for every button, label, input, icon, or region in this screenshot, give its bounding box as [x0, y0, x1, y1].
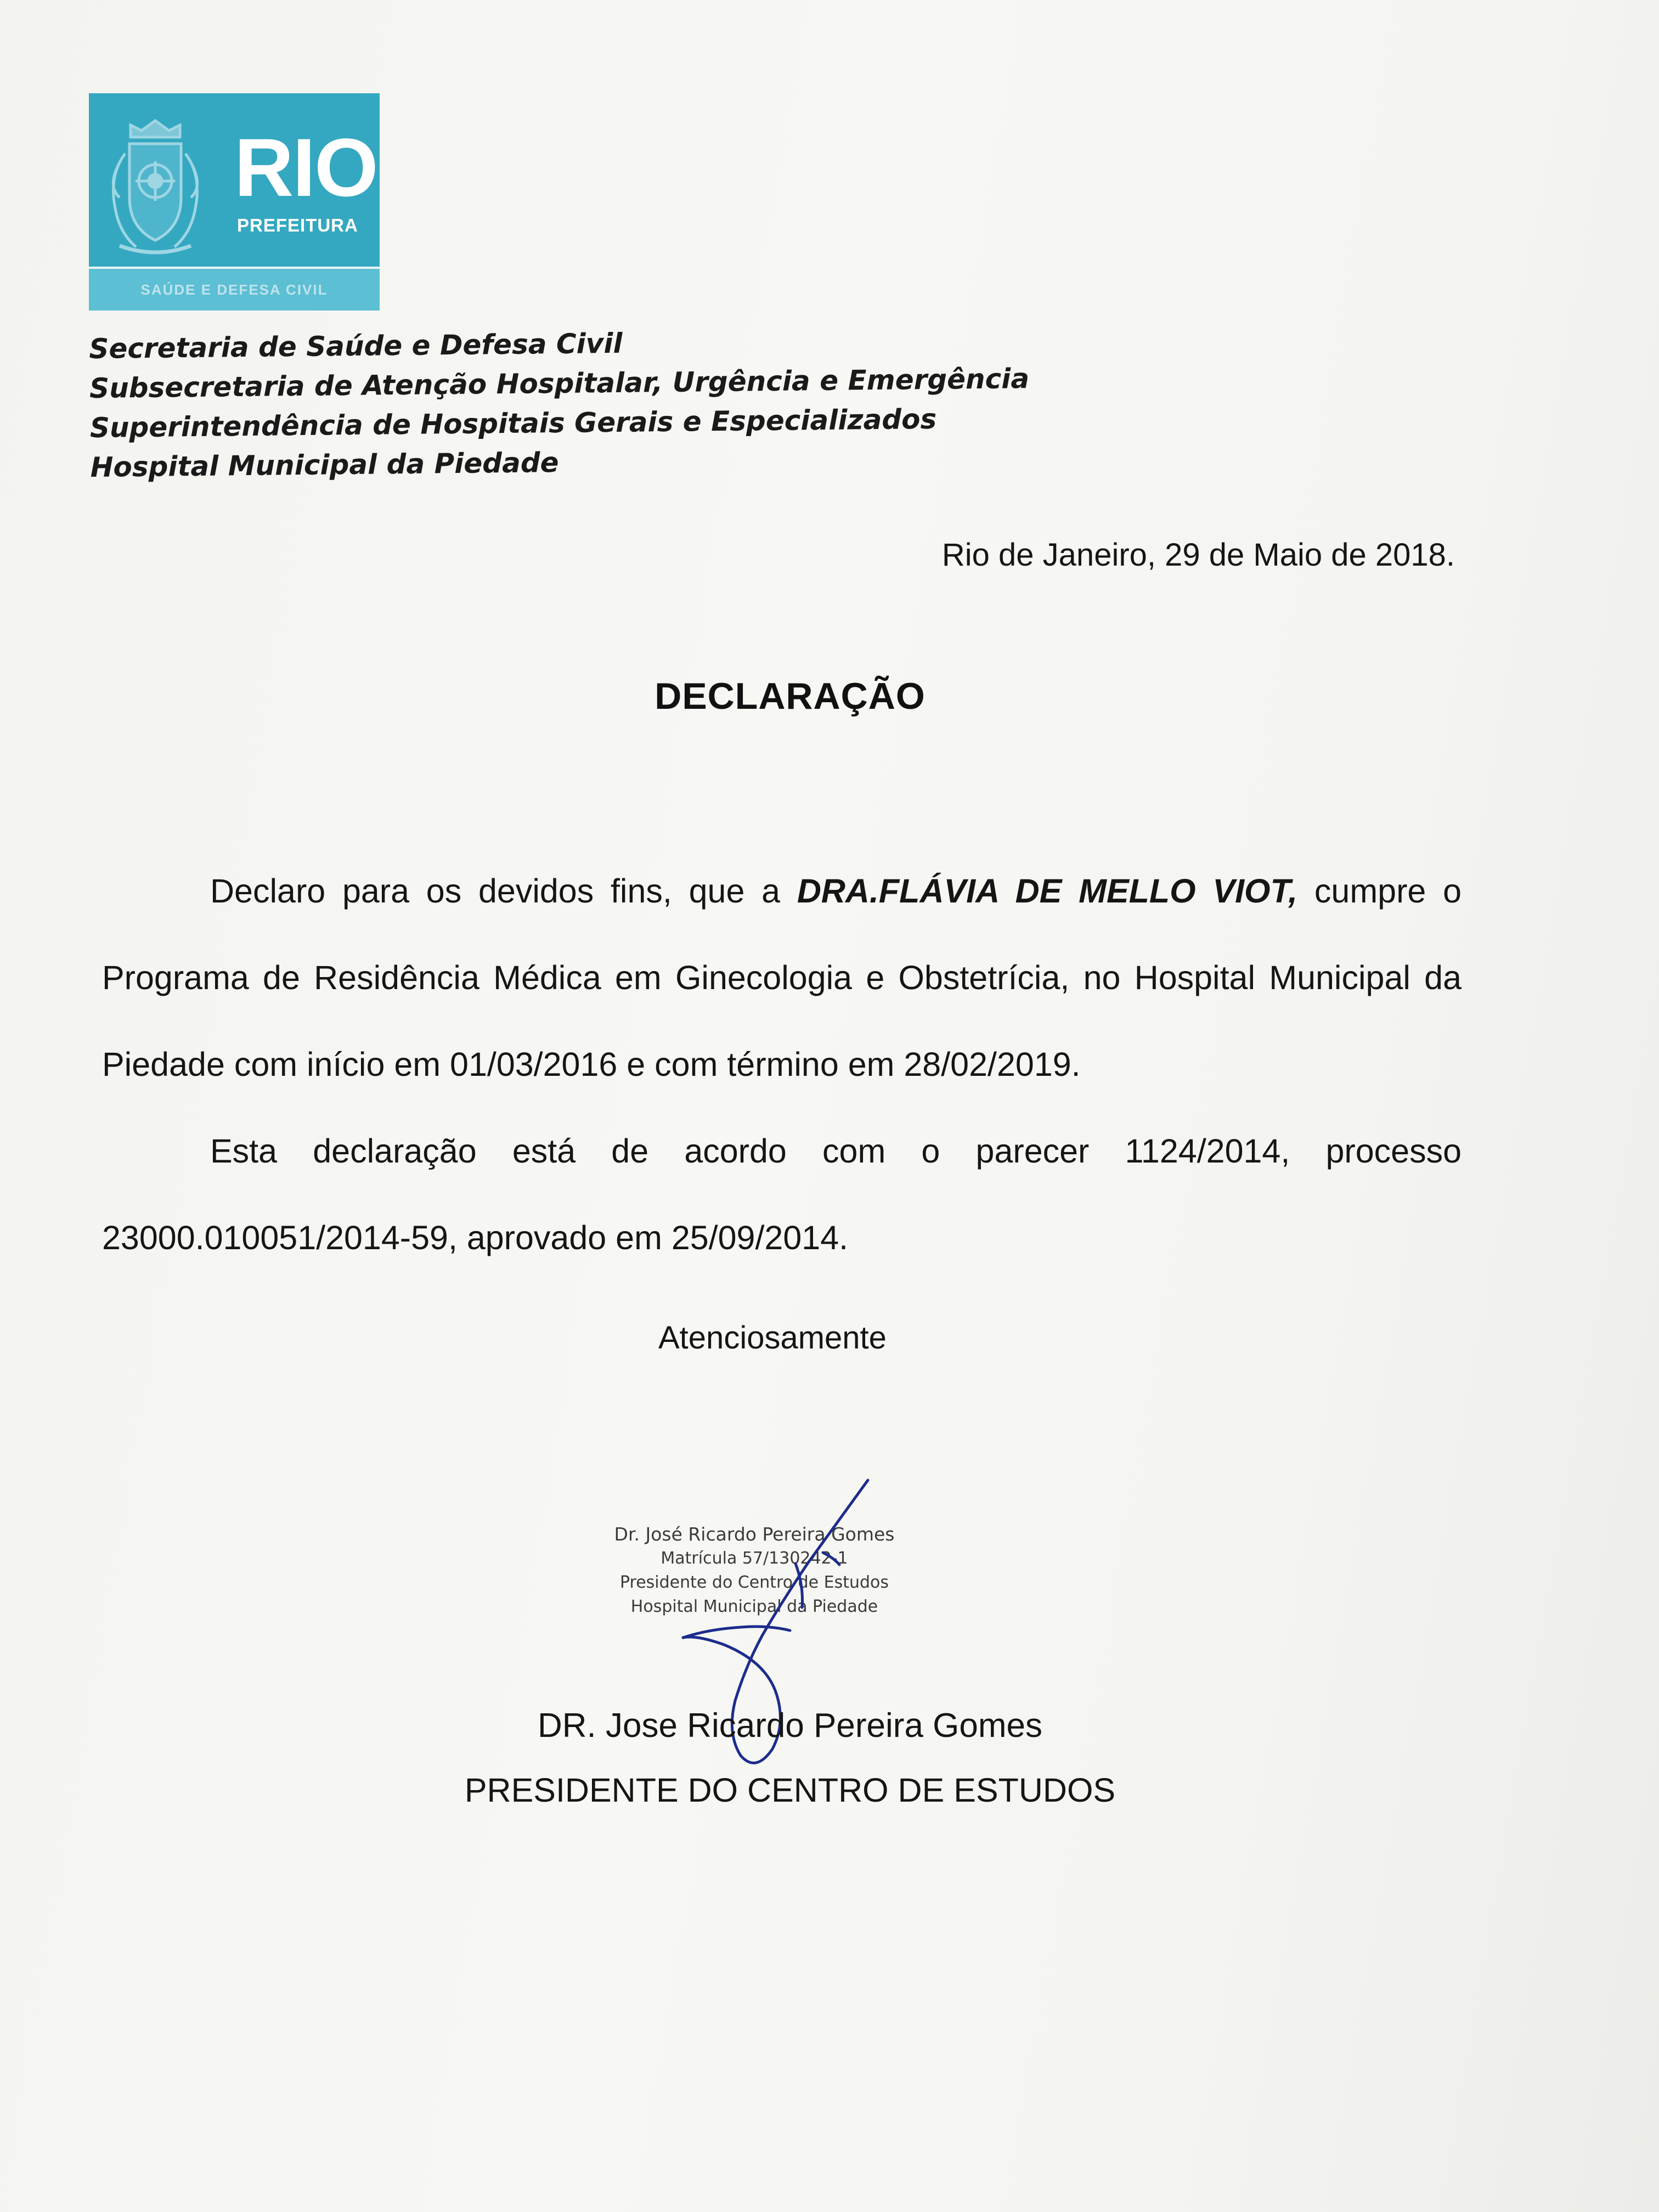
logo-title: RIO [234, 121, 377, 213]
stamp-registration: Matrícula 57/130242-1 [661, 1549, 848, 1568]
legal-basis-paragraph: Esta declaração está de acordo com o parecer 1124/2014, processo 23000.010051/2014-59, aprovado em 25/09/2014. [102, 1132, 1462, 1256]
signatory-role: PRESIDENTE DO CENTRO DE ESTUDOS [464, 1771, 1116, 1809]
logo-strip-text: SAÚDE E DEFESA CIVIL [140, 281, 328, 298]
document-date: Rio de Janeiro, 29 de Maio de 2018. [941, 537, 1455, 573]
resident-name: DRA.FLÁVIA DE MELLO VIOT, [797, 872, 1298, 910]
header-line-secretaria: Secretaria de Saúde e Defesa Civil [89, 327, 623, 365]
paragraph-prefix: Declaro para os devidos fins, que a [210, 872, 797, 910]
header-line-superintendencia: Superintendência de Hospitais Gerais e Especializados [89, 403, 937, 444]
rio-prefeitura-logo [89, 93, 380, 311]
signatory-name: DR. Jose Ricardo Pereira Gomes [538, 1707, 1042, 1745]
header-line-subsecretaria: Subsecretaria de Atenção Hospitalar, Urgência e Emergência [89, 363, 1030, 404]
stamp-hospital: Hospital Municipal da Piedade [630, 1597, 878, 1616]
institution-header [89, 319, 1030, 487]
coat-of-arms-icon [103, 115, 207, 256]
logo-subtitle: PREFEITURA [237, 215, 358, 235]
stamp-name: Dr. José Ricardo Pereira Gomes [614, 1523, 895, 1545]
closing-salutation: Atenciosamente [658, 1320, 887, 1356]
document-title: DECLARAÇÃO [654, 675, 926, 717]
declaration-paragraph [102, 848, 1462, 1108]
logo-strip [89, 269, 380, 311]
declaration-body [102, 848, 1462, 1281]
stamp-role: Presidente do Centro de Estudos [619, 1573, 889, 1592]
paragraph-suffix: cumpre o Programa de Residência Médica em Ginecologia e Obstetrícia, no Hospital Municipal da Piedade com início em 01/03/2016 e com término em 28/02/2019. [102, 872, 1462, 1083]
header-line-hospital: Hospital Municipal da Piedade [90, 447, 559, 483]
